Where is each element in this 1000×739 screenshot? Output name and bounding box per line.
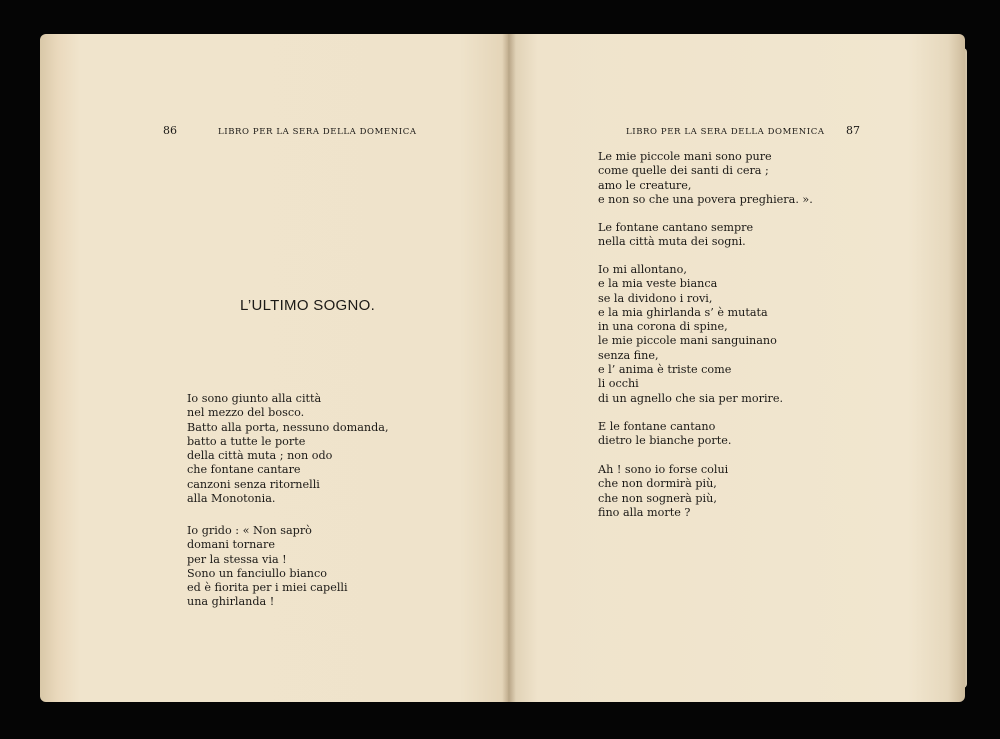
left-page-number: 86: [163, 124, 177, 137]
right-stanza-5: [598, 463, 728, 520]
poem-title: L’ULTIMO SOGNO.: [240, 297, 376, 314]
poem-line: amo le creature,: [598, 178, 692, 192]
poem-line: Sono un fanciullo bianco: [187, 566, 327, 580]
poem-line: fino alla morte ?: [598, 505, 691, 519]
poem-line: e non so che una povera preghiera. ».: [598, 192, 813, 206]
poem-line: Le mie piccole mani sono pure: [598, 150, 772, 163]
poem-line: una ghirlanda !: [187, 595, 275, 609]
poem-line: le mie piccole mani sanguinano: [598, 334, 777, 348]
right-stanza-3: [598, 263, 783, 406]
poem-line: per la stessa via !: [187, 552, 287, 566]
poem-line: e la mia veste bianca: [598, 277, 718, 291]
right-page: [508, 34, 965, 702]
book-gutter: [502, 34, 516, 702]
poem-line: li occhi: [598, 377, 639, 391]
poem-line: E le fontane cantano: [598, 420, 716, 433]
poem-line: della città muta ; non odo: [187, 449, 333, 463]
right-running-head: LIBRO PER LA SERA DELLA DOMENICA: [626, 127, 825, 137]
poem-line: se la dividono i rovi,: [598, 291, 713, 305]
poem-line: domani tornare: [187, 538, 275, 552]
poem-line: senza fine,: [598, 348, 659, 362]
poem-line: Batto alla porta, nessuno domanda,: [187, 420, 389, 434]
poem-line: nella città muta dei sogni.: [598, 235, 746, 249]
poem-line: che non dormirà più,: [598, 477, 717, 491]
poem-line: in una corona di spine,: [598, 320, 728, 334]
poem-line: e la mia ghirlanda s’ è mutata: [598, 305, 768, 319]
poem-line: che fontane cantare: [187, 463, 301, 477]
poem-line: batto a tutte le porte: [187, 434, 306, 448]
right-page-number: 87: [846, 124, 860, 137]
right-stanza-2: [598, 221, 753, 250]
poem-line: come quelle dei santi di cera ;: [598, 164, 769, 178]
left-running-head: LIBRO PER LA SERA DELLA DOMENICA: [218, 127, 417, 137]
poem-line: nel mezzo del bosco.: [187, 406, 305, 420]
left-page: [40, 34, 508, 702]
poem-line: alla Monotonia.: [187, 492, 276, 506]
right-stanza-1: [598, 150, 813, 207]
left-stanza-2: [187, 524, 348, 610]
poem-line: Le fontane cantano sempre: [598, 221, 754, 234]
open-book: [40, 34, 965, 702]
poem-line: ed è fiorita per i miei capelli: [187, 581, 348, 595]
poem-line: Ah ! sono io forse colui: [598, 463, 729, 476]
poem-line: canzoni senza ritornelli: [187, 477, 320, 491]
poem-line: di un agnello che sia per morire.: [598, 391, 784, 405]
poem-line: Io mi allontano,: [598, 263, 687, 276]
left-stanza-1: [187, 392, 389, 506]
poem-line: dietro le bianche porte.: [598, 434, 732, 448]
poem-line: Io grido : « Non saprò: [187, 524, 312, 537]
right-stanza-4: [598, 420, 731, 449]
poem-line: che non sognerà più,: [598, 491, 717, 505]
poem-line: Io sono giunto alla città: [187, 392, 322, 405]
poem-line: e l’ anima è triste come: [598, 363, 732, 377]
